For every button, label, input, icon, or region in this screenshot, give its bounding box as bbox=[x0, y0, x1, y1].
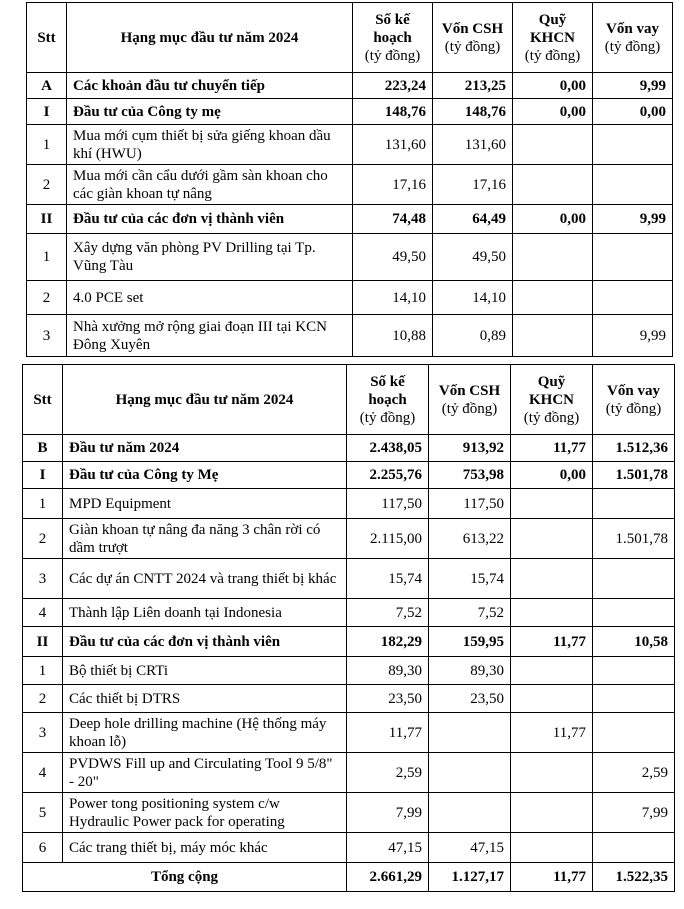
cell-loan: 7,99 bbox=[593, 793, 675, 833]
cell-item: Giàn khoan tự nâng đa năng 3 chân rời có dầm trượt bbox=[63, 519, 347, 559]
table-row bbox=[23, 489, 675, 519]
cell-plan: 7,52 bbox=[347, 599, 429, 627]
cell-item: Bộ thiết bị CRTi bbox=[63, 657, 347, 685]
cell-plan: 74,48 bbox=[353, 205, 433, 234]
total-plan: 2.661,29 bbox=[347, 863, 429, 892]
cell-item: Power tong positioning system c/w Hydraulic Power pack for operating bbox=[63, 793, 347, 833]
cell-item: Đầu tư của Công ty mẹ bbox=[67, 99, 353, 125]
cell-khcn bbox=[511, 489, 593, 519]
cell-stt: 1 bbox=[23, 489, 63, 519]
cell-item: Các trang thiết bị, máy móc khác bbox=[63, 833, 347, 863]
cell-plan: 49,50 bbox=[353, 234, 433, 281]
table-row bbox=[23, 519, 675, 559]
cell-loan: 1.501,78 bbox=[593, 519, 675, 559]
cell-item: Đầu tư của Công ty Mẹ bbox=[63, 462, 347, 489]
cell-stt: B bbox=[23, 435, 63, 462]
total-loan: 1.522,35 bbox=[593, 863, 675, 892]
cell-loan bbox=[593, 559, 675, 599]
cell-stt: 3 bbox=[23, 559, 63, 599]
header-loan: Vốn vay (tỷ đồng) bbox=[593, 3, 673, 73]
cell-csh: 64,49 bbox=[433, 205, 513, 234]
table-row bbox=[23, 713, 675, 753]
cell-item: MPD Equipment bbox=[63, 489, 347, 519]
cell-loan: 10,58 bbox=[593, 627, 675, 657]
cell-khcn bbox=[513, 315, 593, 357]
cell-khcn bbox=[511, 685, 593, 713]
header-stt: Stt bbox=[23, 365, 63, 435]
table-row bbox=[23, 685, 675, 713]
table-row bbox=[23, 627, 675, 657]
total-csh: 1.127,17 bbox=[429, 863, 511, 892]
table-row bbox=[27, 205, 673, 234]
table-row bbox=[27, 234, 673, 281]
table-row bbox=[23, 793, 675, 833]
cell-csh bbox=[429, 793, 511, 833]
cell-plan: 2,59 bbox=[347, 753, 429, 793]
cell-loan bbox=[593, 685, 675, 713]
cell-plan: 223,24 bbox=[353, 73, 433, 99]
cell-khcn: 0,00 bbox=[513, 73, 593, 99]
cell-plan: 17,16 bbox=[353, 165, 433, 205]
cell-stt: 3 bbox=[27, 315, 67, 357]
cell-stt: 4 bbox=[23, 753, 63, 793]
cell-khcn bbox=[511, 833, 593, 863]
cell-plan: 148,76 bbox=[353, 99, 433, 125]
cell-khcn bbox=[511, 793, 593, 833]
table-row bbox=[27, 125, 673, 165]
table-row bbox=[27, 73, 673, 99]
header-item: Hạng mục đầu tư năm 2024 bbox=[67, 3, 353, 73]
table-row bbox=[23, 833, 675, 863]
cell-plan: 23,50 bbox=[347, 685, 429, 713]
cell-stt: 2 bbox=[27, 281, 67, 315]
cell-plan: 11,77 bbox=[347, 713, 429, 753]
cell-loan: 9,99 bbox=[593, 73, 673, 99]
cell-stt: 6 bbox=[23, 833, 63, 863]
cell-stt: 1 bbox=[27, 234, 67, 281]
header-plan: Số kế hoạch (tỷ đồng) bbox=[347, 365, 429, 435]
cell-csh: 913,92 bbox=[429, 435, 511, 462]
cell-loan: 1.501,78 bbox=[593, 462, 675, 489]
cell-item: Các thiết bị DTRS bbox=[63, 685, 347, 713]
header-csh: Vốn CSH (tỷ đồng) bbox=[433, 3, 513, 73]
cell-plan: 10,88 bbox=[353, 315, 433, 357]
header-stt: Stt bbox=[27, 3, 67, 73]
cell-khcn bbox=[511, 519, 593, 559]
cell-item: Xây dựng văn phòng PV Drilling tại Tp. Vũng Tàu bbox=[67, 234, 353, 281]
cell-csh: 131,60 bbox=[433, 125, 513, 165]
cell-csh: 753,98 bbox=[429, 462, 511, 489]
cell-loan bbox=[593, 125, 673, 165]
cell-khcn: 11,77 bbox=[511, 713, 593, 753]
cell-csh: 89,30 bbox=[429, 657, 511, 685]
cell-item: Nhà xưởng mở rộng giai đoạn III tại KCN Đông Xuyên bbox=[67, 315, 353, 357]
cell-khcn bbox=[513, 234, 593, 281]
cell-item: Các dự án CNTT 2024 và trang thiết bị khác bbox=[63, 559, 347, 599]
cell-plan: 47,15 bbox=[347, 833, 429, 863]
cell-khcn bbox=[511, 559, 593, 599]
cell-khcn bbox=[513, 125, 593, 165]
cell-plan: 117,50 bbox=[347, 489, 429, 519]
table-header-row bbox=[23, 365, 675, 435]
cell-loan bbox=[593, 165, 673, 205]
cell-loan bbox=[593, 599, 675, 627]
cell-item: 4.0 PCE set bbox=[67, 281, 353, 315]
cell-plan: 89,30 bbox=[347, 657, 429, 685]
header-plan: Số kế hoạch (tỷ đồng) bbox=[353, 3, 433, 73]
cell-csh: 23,50 bbox=[429, 685, 511, 713]
cell-csh: 49,50 bbox=[433, 234, 513, 281]
cell-khcn: 0,00 bbox=[511, 462, 593, 489]
cell-loan: 9,99 bbox=[593, 205, 673, 234]
cell-csh: 613,22 bbox=[429, 519, 511, 559]
cell-loan bbox=[593, 833, 675, 863]
cell-csh: 17,16 bbox=[433, 165, 513, 205]
cell-item: Deep hole drilling machine (Hệ thống máy khoan lỗ) bbox=[63, 713, 347, 753]
cell-item: Các khoản đầu tư chuyển tiếp bbox=[67, 73, 353, 99]
investment-table-2024 bbox=[22, 364, 675, 892]
cell-loan bbox=[593, 657, 675, 685]
cell-plan: 2.255,76 bbox=[347, 462, 429, 489]
cell-stt: 3 bbox=[23, 713, 63, 753]
cell-khcn: 0,00 bbox=[513, 99, 593, 125]
table-row bbox=[27, 315, 673, 357]
cell-khcn bbox=[511, 657, 593, 685]
cell-plan: 2.115,00 bbox=[347, 519, 429, 559]
cell-csh: 213,25 bbox=[433, 73, 513, 99]
cell-stt: 1 bbox=[27, 125, 67, 165]
cell-khcn bbox=[511, 599, 593, 627]
cell-csh: 47,15 bbox=[429, 833, 511, 863]
table-row bbox=[27, 99, 673, 125]
cell-khcn bbox=[513, 281, 593, 315]
cell-stt: 5 bbox=[23, 793, 63, 833]
cell-stt: 4 bbox=[23, 599, 63, 627]
cell-csh: 7,52 bbox=[429, 599, 511, 627]
table-header-row bbox=[27, 3, 673, 73]
cell-stt: II bbox=[27, 205, 67, 234]
table-row bbox=[27, 281, 673, 315]
cell-plan: 2.438,05 bbox=[347, 435, 429, 462]
cell-item: Mua mới cụm thiết bị sửa giếng khoan dầu khí (HWU) bbox=[67, 125, 353, 165]
table-row bbox=[23, 753, 675, 793]
total-label: Tổng cộng bbox=[23, 863, 347, 892]
cell-stt: 2 bbox=[23, 519, 63, 559]
cell-plan: 15,74 bbox=[347, 559, 429, 599]
cell-item: PVDWS Fill up and Circulating Tool 9 5/8" - 20" bbox=[63, 753, 347, 793]
cell-khcn bbox=[511, 753, 593, 793]
cell-csh bbox=[429, 753, 511, 793]
cell-loan bbox=[593, 489, 675, 519]
header-khcn: Quỹ KHCN (tỷ đồng) bbox=[513, 3, 593, 73]
table-row bbox=[23, 599, 675, 627]
cell-stt: II bbox=[23, 627, 63, 657]
table-row bbox=[27, 165, 673, 205]
header-loan: Vốn vay (tỷ đồng) bbox=[593, 365, 675, 435]
cell-loan: 2,59 bbox=[593, 753, 675, 793]
table-row bbox=[23, 462, 675, 489]
cell-plan: 7,99 bbox=[347, 793, 429, 833]
cell-plan: 182,29 bbox=[347, 627, 429, 657]
cell-stt: A bbox=[27, 73, 67, 99]
cell-item: Thành lập Liên doanh tại Indonesia bbox=[63, 599, 347, 627]
table-row bbox=[23, 657, 675, 685]
cell-loan bbox=[593, 234, 673, 281]
cell-item: Mua mới cần cẩu dưới gầm sàn khoan cho các giàn khoan tự nâng bbox=[67, 165, 353, 205]
cell-stt: I bbox=[27, 99, 67, 125]
total-khcn: 11,77 bbox=[511, 863, 593, 892]
total-row bbox=[23, 863, 675, 892]
cell-csh: 15,74 bbox=[429, 559, 511, 599]
cell-loan: 1.512,36 bbox=[593, 435, 675, 462]
cell-plan: 14,10 bbox=[353, 281, 433, 315]
table-row bbox=[23, 559, 675, 599]
cell-csh bbox=[429, 713, 511, 753]
cell-stt: 2 bbox=[23, 685, 63, 713]
cell-stt: 2 bbox=[27, 165, 67, 205]
cell-khcn: 0,00 bbox=[513, 205, 593, 234]
cell-csh: 0,89 bbox=[433, 315, 513, 357]
cell-csh: 159,95 bbox=[429, 627, 511, 657]
cell-plan: 131,60 bbox=[353, 125, 433, 165]
cell-khcn bbox=[513, 165, 593, 205]
cell-csh: 14,10 bbox=[433, 281, 513, 315]
cell-khcn: 11,77 bbox=[511, 627, 593, 657]
header-khcn: Quỹ KHCN (tỷ đồng) bbox=[511, 365, 593, 435]
header-csh: Vốn CSH (tỷ đồng) bbox=[429, 365, 511, 435]
table-row bbox=[23, 435, 675, 462]
cell-csh: 148,76 bbox=[433, 99, 513, 125]
cell-khcn: 11,77 bbox=[511, 435, 593, 462]
header-item: Hạng mục đầu tư năm 2024 bbox=[63, 365, 347, 435]
cell-loan: 0,00 bbox=[593, 99, 673, 125]
cell-loan bbox=[593, 281, 673, 315]
cell-stt: I bbox=[23, 462, 63, 489]
cell-item: Đầu tư của các đơn vị thành viên bbox=[63, 627, 347, 657]
cell-item: Đầu tư năm 2024 bbox=[63, 435, 347, 462]
cell-loan: 9,99 bbox=[593, 315, 673, 357]
cell-csh: 117,50 bbox=[429, 489, 511, 519]
investment-table-carryover bbox=[26, 2, 673, 357]
cell-item: Đầu tư của các đơn vị thành viên bbox=[67, 205, 353, 234]
cell-loan bbox=[593, 713, 675, 753]
cell-stt: 1 bbox=[23, 657, 63, 685]
